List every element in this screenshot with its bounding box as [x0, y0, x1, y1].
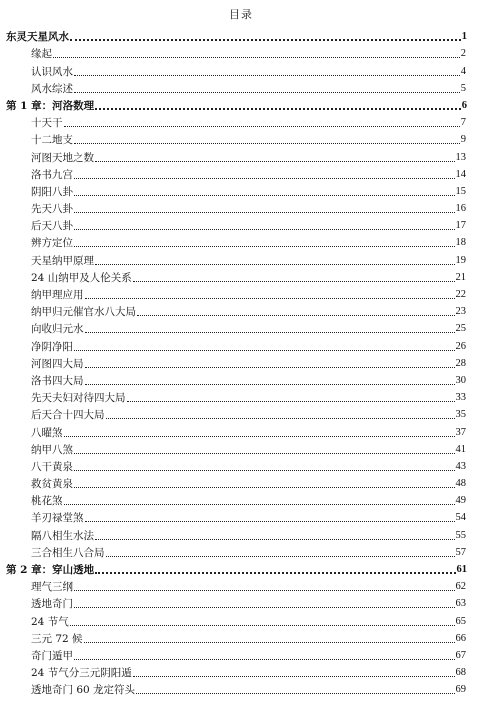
toc-entry-page-number: 54 — [455, 512, 466, 524]
dot-leader — [53, 57, 460, 58]
toc-entry-label: 24 节气 — [31, 615, 69, 628]
toc-entry-label: 八曜煞 — [31, 426, 63, 439]
dot-leader — [74, 212, 455, 213]
dot-leader — [64, 504, 455, 505]
toc-section-entry[interactable] — [0, 507, 482, 524]
toc-title: 目录 — [229, 8, 253, 21]
toc-entry-label: 透地奇门 60 龙定符头 — [31, 684, 136, 697]
toc-entry-page-number: 49 — [455, 495, 466, 507]
toc-entry-page-number: 61 — [456, 564, 467, 575]
toc-chapter-entry[interactable] — [0, 95, 482, 112]
toc-chapter-entry[interactable] — [0, 559, 482, 576]
toc-entry-page-number: 14 — [455, 168, 466, 180]
toc-section-entry[interactable] — [0, 610, 482, 627]
dot-leader — [85, 384, 455, 385]
toc-entry-label: 先天八卦 — [31, 203, 73, 216]
toc-entry-label: 理气三纲 — [31, 581, 73, 594]
toc-entry-page-number: 30 — [455, 374, 466, 386]
toc-section-entry[interactable] — [0, 679, 482, 696]
dot-leader — [74, 246, 455, 247]
dot-leader — [74, 487, 455, 488]
dot-leader — [85, 521, 455, 522]
toc-section-entry[interactable] — [0, 421, 482, 438]
toc-entry-page-number: 1 — [461, 31, 467, 43]
toc-entry-label: 风水综述 — [31, 82, 73, 95]
toc-entry-page-number: 23 — [455, 306, 466, 318]
dot-leader — [74, 470, 455, 471]
dot-leader — [136, 693, 454, 694]
toc-list — [0, 26, 482, 696]
toc-entry-page-number: 57 — [455, 546, 466, 558]
toc-entry-label: 救贫黄泉 — [31, 478, 73, 491]
toc-entry-page-number: 17 — [455, 220, 466, 232]
toc-entry-label: 先天夫妇对待四大局 — [31, 392, 126, 405]
toc-entry-label: 缘起 — [31, 48, 52, 61]
toc-entry-page-number: 69 — [455, 684, 466, 696]
dot-leader — [133, 676, 455, 677]
dot-leader — [74, 75, 460, 76]
dot-leader — [74, 229, 455, 230]
toc-entry-page-number: 15 — [455, 185, 466, 197]
dot-leader — [74, 590, 455, 591]
toc-entry-label: 羊刃禄堂煞 — [31, 512, 84, 525]
toc-section-entry[interactable] — [0, 387, 482, 404]
dot-leader — [74, 143, 460, 144]
dot-leader — [95, 539, 455, 540]
toc-section-entry[interactable] — [0, 164, 482, 181]
toc-section-entry[interactable] — [0, 232, 482, 249]
toc-entry-label: 24 节气分三元阴阳遁 — [31, 667, 132, 680]
toc-entry-label: 河图四大局 — [31, 357, 84, 370]
toc-entry-page-number: 9 — [460, 134, 466, 146]
dot-leader — [95, 108, 461, 110]
dot-leader — [74, 607, 455, 608]
dot-leader — [70, 625, 455, 626]
toc-entry-page-number: 28 — [455, 357, 466, 369]
toc-entry-label: 奇门遁甲 — [31, 649, 73, 662]
toc-entry-label: 纳甲八煞 — [31, 443, 73, 456]
dot-leader — [106, 418, 455, 419]
toc-entry-page-number: 63 — [455, 598, 466, 610]
toc-entry-label: 天星纳甲原理 — [31, 254, 94, 267]
toc-entry-page-number: 62 — [455, 581, 466, 593]
toc-section-entry[interactable] — [0, 215, 482, 232]
toc-section-entry[interactable] — [0, 43, 482, 60]
toc-entry-label: 河图天地之数 — [31, 151, 94, 164]
toc-section-entry[interactable] — [0, 490, 482, 507]
dot-leader — [95, 572, 455, 574]
toc-section-entry[interactable] — [0, 593, 482, 610]
toc-section-entry[interactable] — [0, 60, 482, 77]
toc-entry-label: 洛书四大局 — [31, 374, 84, 387]
dot-leader — [64, 436, 455, 437]
toc-entry-label: 辨方定位 — [31, 237, 73, 250]
toc-section-entry[interactable] — [0, 284, 482, 301]
toc-section-entry[interactable] — [0, 146, 482, 163]
toc-section-entry[interactable] — [0, 267, 482, 284]
dot-leader — [74, 453, 455, 454]
toc-section-entry[interactable] — [0, 576, 482, 593]
dot-leader — [74, 92, 460, 93]
toc-section-entry[interactable] — [0, 628, 482, 645]
toc-entry-label: 24 山纳甲及人伦关系 — [31, 271, 132, 284]
toc-section-entry[interactable] — [0, 198, 482, 215]
toc-section-entry[interactable] — [0, 404, 482, 421]
toc-entry-page-number: 37 — [455, 426, 466, 438]
toc-section-entry[interactable] — [0, 524, 482, 541]
toc-entry-label: 认识风水 — [31, 65, 73, 78]
toc-section-entry[interactable] — [0, 473, 482, 490]
toc-entry-label: 后天合十四大局 — [31, 409, 105, 422]
toc-entry-label: 三元 72 候 — [31, 632, 83, 645]
dot-leader — [84, 642, 455, 643]
toc-entry-label: 纳甲归元催官水八大局 — [31, 306, 136, 319]
toc-entry-label: 洛书九宫 — [31, 168, 73, 181]
dot-leader — [85, 367, 455, 368]
toc-section-entry[interactable] — [0, 645, 482, 662]
toc-section-entry[interactable] — [0, 78, 482, 95]
toc-entry-label: 三合相生八合局 — [31, 546, 105, 559]
toc-entry-label: 向收归元水 — [31, 323, 84, 336]
toc-entry-page-number: 41 — [455, 443, 466, 455]
toc-entry-page-number: 18 — [455, 237, 466, 249]
toc-section-entry[interactable] — [0, 439, 482, 456]
toc-section-entry[interactable] — [0, 181, 482, 198]
toc-section-entry[interactable] — [0, 353, 482, 370]
toc-entry-page-number: 13 — [455, 151, 466, 163]
toc-section-entry[interactable] — [0, 542, 482, 559]
dot-leader — [85, 332, 455, 333]
toc-entry-page-number: 66 — [455, 632, 466, 644]
dot-leader — [95, 161, 455, 162]
toc-section-entry[interactable] — [0, 112, 482, 129]
toc-entry-page-number: 5 — [460, 82, 466, 94]
toc-section-entry[interactable] — [0, 129, 482, 146]
toc-entry-label: 后天八卦 — [31, 220, 73, 233]
toc-section-entry[interactable] — [0, 662, 482, 679]
toc-entry-label: 十天干 — [31, 117, 63, 130]
toc-section-entry[interactable] — [0, 456, 482, 473]
toc-entry-page-number: 21 — [455, 271, 466, 283]
toc-section-entry[interactable] — [0, 335, 482, 352]
toc-entry-page-number: 2 — [460, 48, 466, 60]
toc-entry-label: 第 1 章：河洛数理 — [6, 99, 95, 112]
dot-leader — [137, 315, 455, 316]
toc-entry-page-number: 7 — [460, 117, 466, 129]
dot-leader — [64, 126, 460, 127]
toc-entry-page-number: 35 — [455, 409, 466, 421]
toc-entry-page-number: 48 — [455, 478, 466, 490]
toc-entry-label: 净阴净阳 — [31, 340, 73, 353]
dot-leader — [106, 556, 455, 557]
dot-leader — [74, 350, 455, 351]
dot-leader — [74, 659, 455, 660]
toc-entry-label: 十二地支 — [31, 134, 73, 147]
toc-entry-page-number: 25 — [455, 323, 466, 335]
toc-section-entry[interactable] — [0, 249, 482, 266]
toc-entry-label: 阴阳八卦 — [31, 185, 73, 198]
toc-entry-label: 桃花煞 — [31, 495, 63, 508]
toc-entry-page-number: 43 — [455, 460, 466, 472]
toc-entry-page-number: 67 — [455, 649, 466, 661]
toc-entry-label: 纳甲理应用 — [31, 289, 84, 301]
toc-entry-label: 八干黄泉 — [31, 460, 73, 473]
toc-entry-page-number: 26 — [455, 340, 466, 352]
dot-leader — [133, 281, 455, 282]
toc-entry-label: 第 2 章：穿山透地 — [6, 564, 95, 576]
toc-entry-label: 隔八相生水法 — [31, 529, 94, 542]
toc-section-entry[interactable] — [0, 301, 482, 318]
toc-entry-page-number: 19 — [455, 254, 466, 266]
dot-leader — [127, 401, 455, 402]
toc-entry-page-number: 4 — [460, 65, 466, 77]
toc-entry-page-number: 65 — [455, 615, 466, 627]
dot-leader — [95, 264, 455, 265]
toc-chapter-entry[interactable] — [0, 26, 482, 43]
dot-leader — [74, 195, 455, 196]
toc-section-entry[interactable] — [0, 370, 482, 387]
toc-entry-label: 东灵天星风水 — [6, 31, 69, 44]
toc-entry-page-number: 22 — [455, 289, 466, 300]
toc-section-entry[interactable] — [0, 318, 482, 335]
toc-entry-label: 透地奇门 — [31, 598, 73, 611]
dot-leader — [70, 39, 461, 41]
dot-leader — [85, 298, 455, 299]
toc-entry-page-number: 6 — [461, 99, 467, 111]
toc-entry-page-number: 68 — [455, 667, 466, 679]
dot-leader — [74, 178, 455, 179]
toc-entry-page-number: 16 — [455, 203, 466, 215]
toc-entry-page-number: 55 — [455, 529, 466, 541]
toc-entry-page-number: 33 — [455, 392, 466, 404]
